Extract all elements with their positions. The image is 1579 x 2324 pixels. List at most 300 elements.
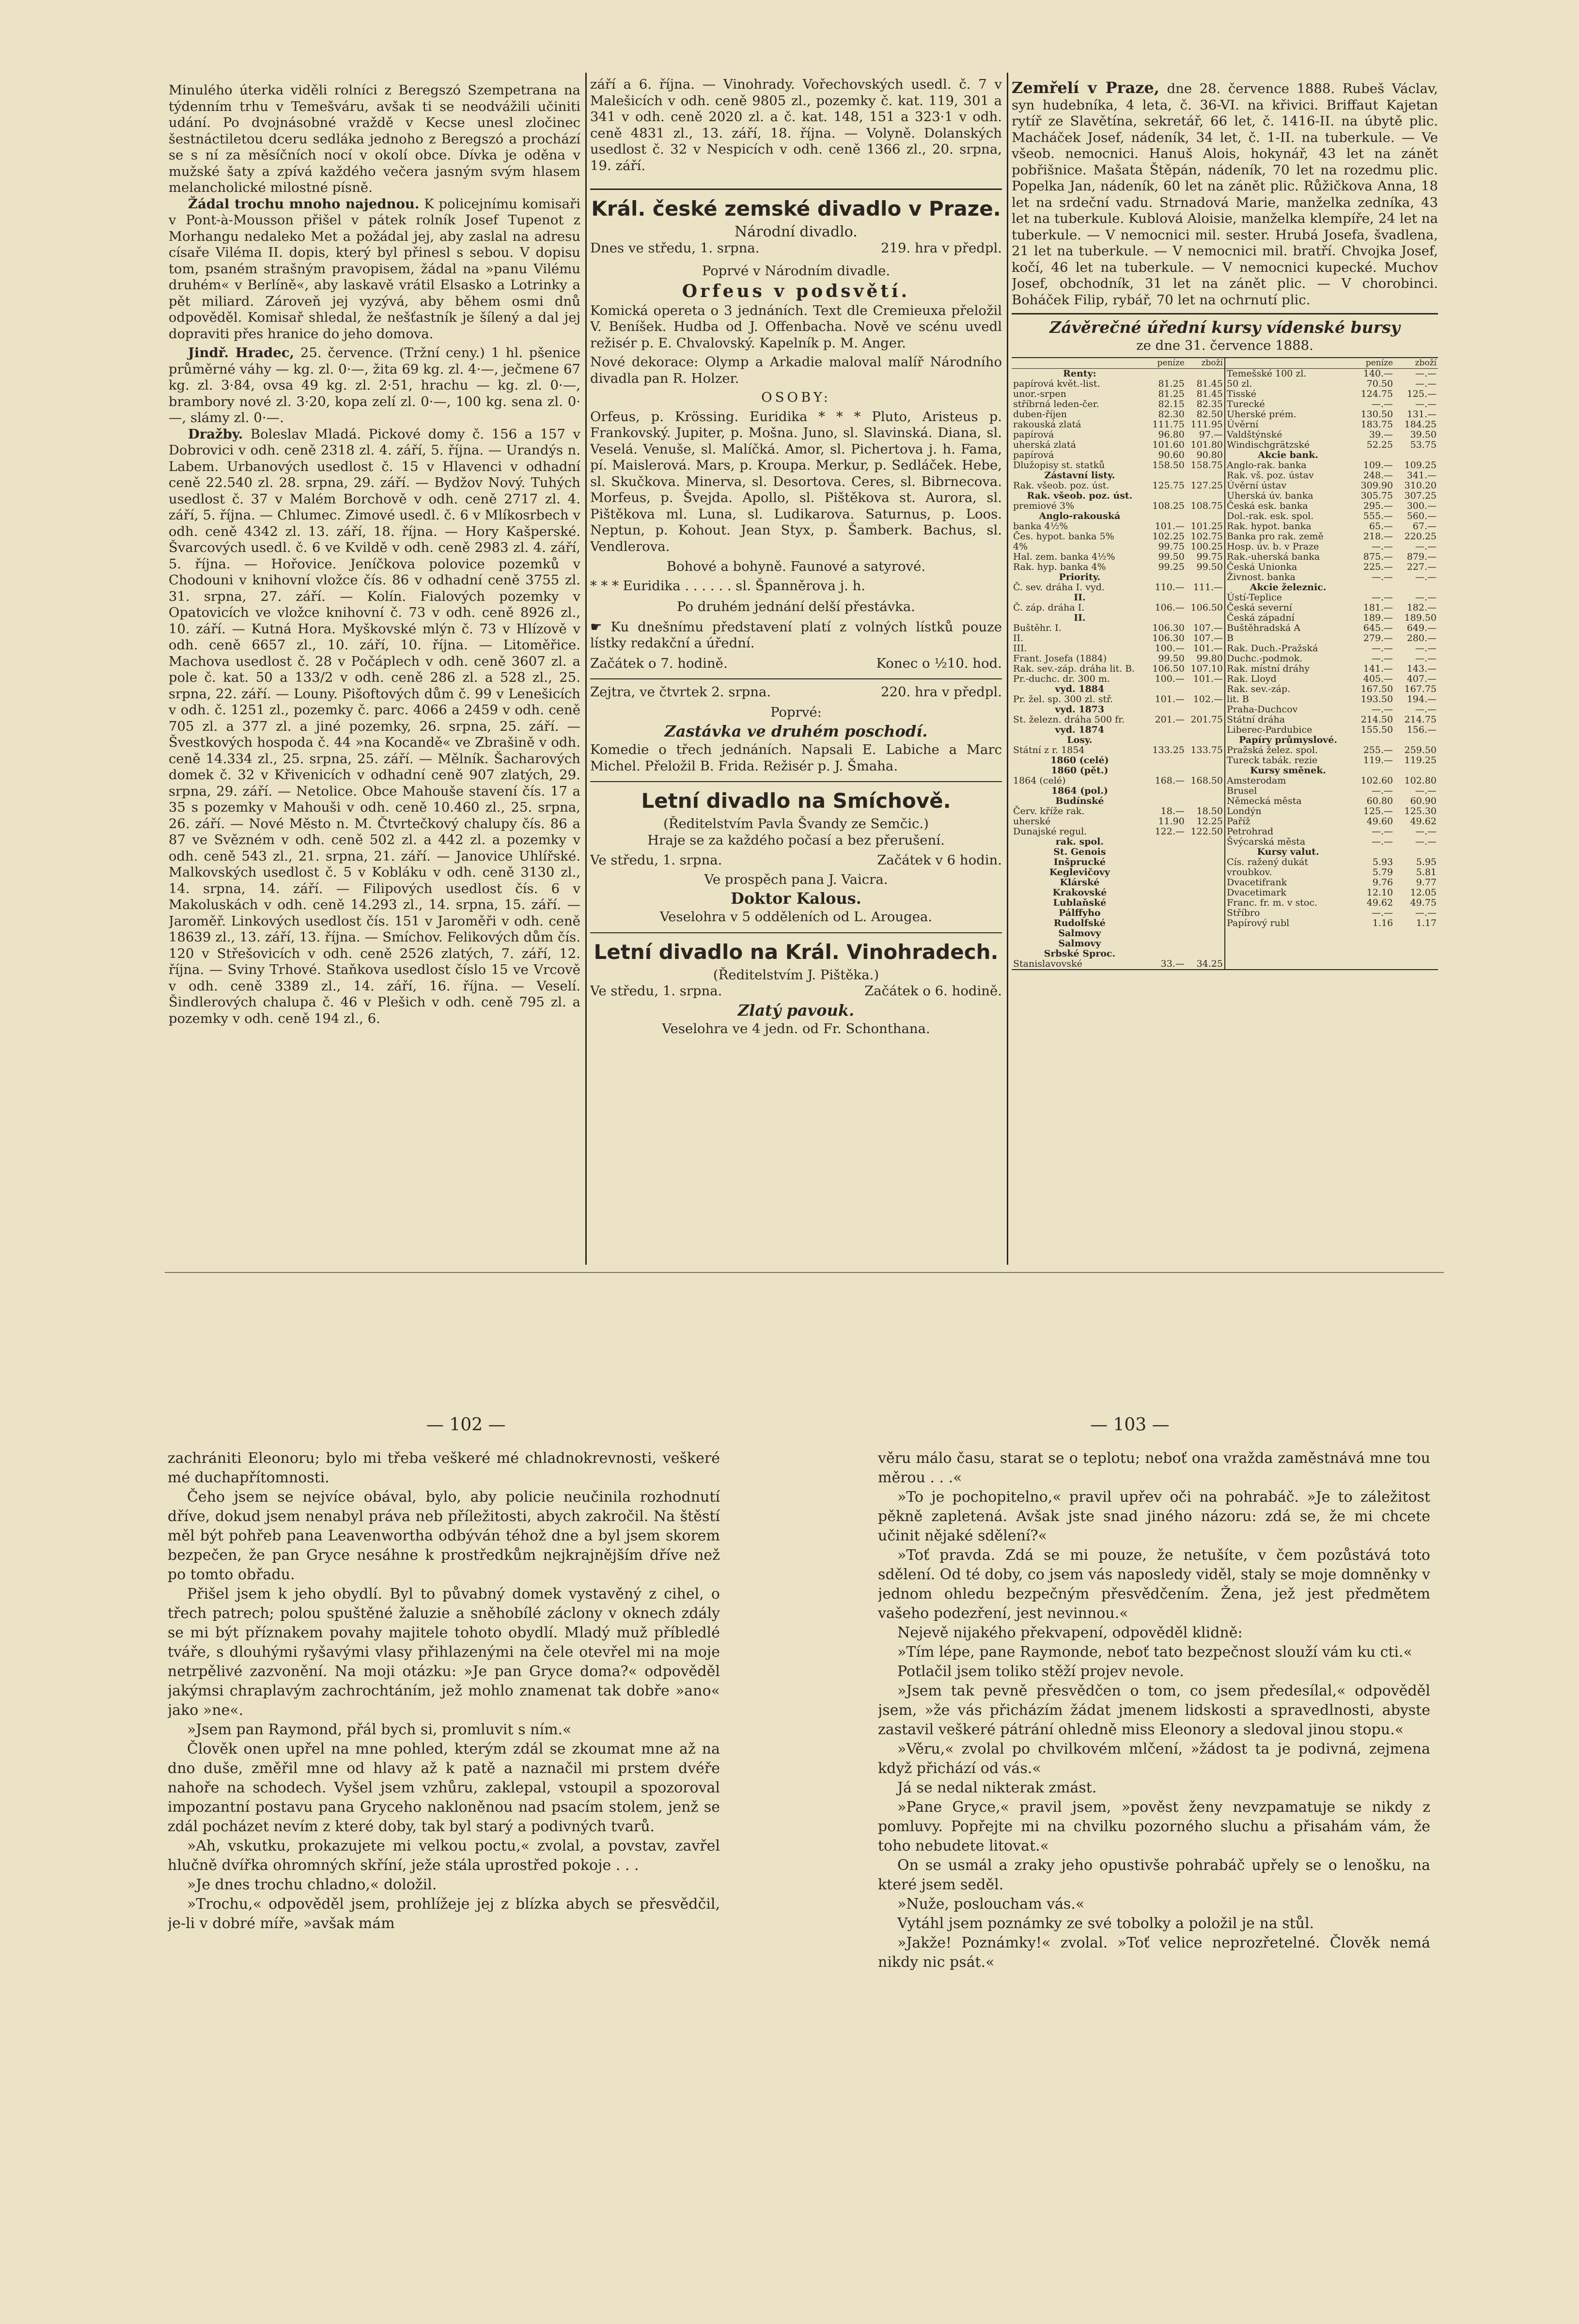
security-name: vyd. 1874 — [1055, 724, 1105, 735]
security-name: Kursy valut. — [1257, 846, 1319, 857]
exchange-row — [1225, 532, 1438, 542]
exchange-row — [1225, 460, 1438, 471]
security-name: Uherská úv. banka — [1227, 490, 1313, 501]
money-value: 110.— — [1155, 581, 1185, 593]
security-name: Paříž — [1227, 816, 1251, 827]
security-name: Hal. zem. banka 4½% — [1013, 551, 1115, 562]
money-value: 133.25 — [1152, 744, 1185, 755]
money-value: 106.— — [1155, 602, 1185, 613]
goods-value: 133.75 — [1190, 744, 1223, 755]
exchange-row — [1225, 389, 1438, 399]
money-value: —.— — [1372, 398, 1393, 409]
security-name: vroubkov. — [1227, 866, 1272, 878]
money-value: 99.25 — [1158, 561, 1185, 572]
security-name: Papírový rubl — [1227, 917, 1290, 928]
goods-value: 90.80 — [1196, 449, 1223, 460]
column-3 — [1012, 80, 1438, 970]
goods-value — [1186, 949, 1224, 959]
novel-paragraph: »Ah, vskutku, prokazujete mi velkou poctu,« zvolal, a povstav, zavřel hlučně dvířka ohromných skříní, ježe stála uprostřed pokoje . . . — [168, 1837, 720, 1874]
money-value: 201.— — [1155, 714, 1185, 725]
security-name: Stanislavovské — [1013, 958, 1082, 969]
column-header: peníze — [1148, 358, 1186, 369]
novel-paragraph: Čeho jsem se nejvíce obával, bylo, aby policie neučinila rozhodnutí dříve, dokud jsem nenabyl práva neb příležitosti, abych zakročil. Na štěstí měl být pohřeb pana Leavenwortha odbýván téhož dne a byl jsem skorem bezpečen, že pan Gryce nesáhne k prostředkům nejkrajnějším dříve než po tomto obřadu. — [168, 1489, 720, 1583]
exchange-row — [1012, 409, 1224, 420]
exchange-row — [1225, 766, 1438, 776]
exchange-row — [1012, 501, 1224, 511]
money-value: 96.80 — [1158, 429, 1185, 440]
money-value: —.— — [1372, 836, 1393, 847]
security-name: Franc. fr. m. v stoc. — [1227, 897, 1318, 908]
security-name: Rudolfské — [1053, 917, 1106, 928]
money-value: 124.75 — [1360, 388, 1393, 399]
exchange-date: ze dne 31. července 1888. — [1136, 338, 1313, 353]
money-value: —.— — [1372, 643, 1393, 654]
goods-value — [1186, 725, 1224, 735]
goods-value — [1186, 572, 1224, 582]
security-name: Londýn — [1227, 805, 1262, 817]
exchange-row — [1012, 755, 1224, 766]
money-value — [1148, 572, 1186, 582]
article-headline: Zemřelí v Praze, — [1012, 80, 1159, 97]
exchange-row — [1012, 674, 1224, 684]
exchange-row — [1012, 888, 1224, 898]
security-name: Frant. Josefa (1884) — [1013, 653, 1107, 664]
goods-value: 97.— — [1199, 429, 1223, 440]
money-value — [1148, 918, 1186, 928]
goods-value — [1394, 582, 1438, 593]
security-name: Švýcarská města — [1227, 836, 1306, 847]
security-name: uherské — [1013, 816, 1051, 827]
show-note: Poprvé: — [770, 704, 822, 720]
play-decorations: Nové dekorace: Olymp a Arkadie maloval malíř Národního divadla pan R. Holzer. — [590, 354, 1002, 386]
column-1 — [169, 82, 580, 1027]
security-name: unor.-srpen — [1013, 388, 1066, 399]
money-value: 119.— — [1363, 754, 1393, 766]
security-name: Rak. hyp. banka 4% — [1013, 561, 1106, 572]
security-name: Rak.-uherská banka — [1227, 551, 1320, 562]
exchange-table-left — [1012, 358, 1224, 969]
money-value: 405.— — [1363, 673, 1393, 684]
exchange-row — [1012, 654, 1224, 664]
exchange-row — [1225, 368, 1438, 379]
start-time: Začátek v 6 hodin. — [877, 852, 1002, 868]
goods-value — [1186, 918, 1224, 928]
exchange-row — [1225, 633, 1438, 644]
exchange-row — [1225, 745, 1438, 755]
novel-paragraph: »Trochu,« odpověděl jsem, prohlížeje jej z blízka abych se přesvědčil, je-li v dobré míře, »avšak mám — [168, 1896, 720, 1932]
security-name: Budínské — [1055, 795, 1104, 806]
exchange-row — [1012, 776, 1224, 786]
goods-value: 119.25 — [1404, 754, 1437, 766]
cast-list: Orfeus, p. Krössing. Euridika * * * Pluto, Aristeus p. Frankovský. Jupiter, p. Mošna. Juno, sl. Slavinská. Diana, sl. Veselá. Venuše, sl. Malíčká. Amor, sl. Pichertova j. h. Fama, pí. Maislerová. Mars, p. Kroupa. Merkur, p. Sedláček. Hebe, sl. Skučkova. Minerva, sl. Desortova. Ceres, sl. Bibrnecova. Morfeus, p. Švejda. Apollo, sl. Pištěkova st. Aurora, sl. Pištěkova ml. Luna, sl. Ludikarova. Saturnus, p. Loos. Neptun, p. Kohout. Jean Styx, p. Šamberk. Bachus, sl. Vendlerova. — [590, 408, 1002, 554]
goods-value: 9.77 — [1416, 877, 1437, 888]
money-value — [1148, 613, 1186, 623]
goods-value: 341.— — [1407, 470, 1437, 481]
exchange-row — [1225, 501, 1438, 511]
security-name: Rak. Duch.-Pražská — [1227, 643, 1318, 654]
security-name: Anglo-rak. banka — [1227, 459, 1307, 471]
security-name: Brusel — [1227, 785, 1257, 796]
money-value: 101.60 — [1152, 439, 1185, 450]
show-date: Ve středu, 1. srpna. — [590, 983, 722, 999]
money-value: 70.50 — [1366, 378, 1393, 389]
security-name: Amsterodam — [1227, 775, 1286, 786]
security-name: Pr. žel. sp. 300 zl. stř. — [1013, 693, 1113, 705]
money-value: 122.— — [1155, 826, 1185, 837]
exchange-row — [1225, 552, 1438, 562]
goods-value: 125.— — [1407, 388, 1437, 399]
security-name: Dvacetimark — [1227, 887, 1286, 898]
exchange-row — [1012, 613, 1224, 623]
goods-value — [1186, 928, 1224, 939]
money-value — [1351, 450, 1394, 460]
novel-paragraph: »Jsem pan Raymond, přál bych si, promluvit s ním.« — [187, 1721, 572, 1738]
money-value: 39.— — [1369, 429, 1393, 440]
security-name: Dlužopisy st. statků — [1013, 459, 1105, 471]
goods-value: —.— — [1415, 368, 1437, 379]
goods-value: —.— — [1415, 398, 1437, 409]
cast-guest: * * * Euridika . . . . . . sl. Španněrova j. h. — [590, 578, 866, 594]
goods-value: —.— — [1415, 541, 1437, 552]
start-time: Začátek o 7. hodině. — [590, 655, 728, 671]
intermission-note: Po druhém jednání delší přestávka. — [677, 599, 915, 614]
exchange-row — [1012, 959, 1224, 969]
exchange-row — [1225, 399, 1438, 409]
exchange-row — [1012, 450, 1224, 460]
exchange-row — [1012, 715, 1224, 725]
money-value: 81.25 — [1158, 378, 1185, 389]
goods-value: 307.25 — [1404, 490, 1437, 501]
exchange-row — [1225, 481, 1438, 491]
exchange-row — [1225, 796, 1438, 806]
money-value: 90.60 — [1158, 449, 1185, 460]
security-name: Rak. vš. poz. ústav — [1227, 470, 1314, 481]
security-name: Pálffyho — [1059, 907, 1101, 918]
goods-value: 167.75 — [1404, 683, 1437, 694]
exchange-row — [1012, 481, 1224, 491]
goods-value — [1186, 786, 1224, 796]
exchange-title: Závěrečné úřední kursy vídenské bursy — [1049, 318, 1400, 337]
exchange-row — [1225, 664, 1438, 674]
goods-value — [1186, 613, 1224, 623]
security-name: St. Genois — [1053, 846, 1106, 857]
money-value — [1148, 857, 1186, 867]
money-value: 305.75 — [1360, 490, 1393, 501]
show-number: 220. hra v předpl. — [880, 684, 1002, 700]
goods-value — [1394, 766, 1438, 776]
security-name: Státní dráha — [1227, 714, 1285, 725]
column-2 — [590, 77, 1002, 1037]
money-value — [1148, 847, 1186, 857]
novel-paragraph: On se usmál a zraky jeho opustivše pohrabáč upřely se o lenošku, na které jsem seděl. — [878, 1857, 1430, 1893]
goods-value — [1186, 908, 1224, 918]
security-name: Buštěhradská A — [1227, 622, 1300, 633]
goods-value — [1186, 593, 1224, 603]
exchange-row — [1012, 379, 1224, 389]
security-name: Dvacetifrank — [1227, 877, 1287, 888]
novel-paragraph: »To je pochopitelno,« pravil upřev oči na pohrabáč. »Je to záležitost pěkně zapletená. Avšak jste snad jiného názoru: zdá se, že mi chcete učinit nějaké sdělení?« — [878, 1489, 1430, 1544]
novel-paragraph: zachrániti Eleonoru; bylo mi třeba veškeré mé chladnokrevnosti, veškeré mé duchapřítomnosti. — [168, 1450, 720, 1486]
goods-value: 39.50 — [1410, 429, 1437, 440]
goods-value: 107.10 — [1190, 663, 1223, 674]
money-value: —.— — [1372, 704, 1393, 715]
money-value: 82.15 — [1158, 398, 1185, 409]
novel-right-column — [878, 1449, 1430, 1972]
goods-value — [1186, 878, 1224, 888]
goods-value: 168.50 — [1190, 775, 1223, 786]
security-name: vyd. 1873 — [1055, 704, 1105, 715]
theatre-subtitle: Národní divadlo. — [735, 223, 858, 240]
money-value: 125.75 — [1152, 480, 1185, 491]
exchange-row — [1225, 867, 1438, 878]
money-value — [1148, 471, 1186, 481]
security-name: Ústí-Teplice — [1227, 592, 1282, 603]
exchange-row — [1225, 491, 1438, 501]
security-name: papírová — [1013, 429, 1054, 440]
exchange-row — [1225, 837, 1438, 847]
goods-value: 101.80 — [1190, 439, 1223, 450]
money-value — [1148, 939, 1186, 949]
goods-value — [1186, 471, 1224, 481]
goods-value: 879.— — [1407, 551, 1437, 562]
security-name: B — [1227, 632, 1234, 644]
money-value — [1148, 755, 1186, 766]
security-name: 1864 (pol.) — [1051, 785, 1109, 796]
money-value — [1148, 684, 1186, 694]
goods-value: 82.35 — [1196, 398, 1223, 409]
benefit-note: Ve prospěch pana J. Vaicra. — [704, 871, 888, 887]
exchange-table-right — [1225, 358, 1438, 928]
exchange-row — [1012, 705, 1224, 715]
show-note: Hraje se za každého počasí a bez přerušení. — [647, 832, 945, 848]
goods-value: 1.17 — [1416, 917, 1437, 928]
goods-value: 60.90 — [1410, 795, 1437, 806]
money-value: 1.16 — [1372, 917, 1393, 928]
novel-paragraph: »Je dnes trochu chladno,« doložil. — [187, 1876, 437, 1893]
security-name: Česká západní — [1227, 612, 1295, 623]
money-value: 11.90 — [1158, 816, 1185, 827]
play-title: Zastávka ve druhém poschodí. — [664, 722, 928, 740]
exchange-row — [1012, 582, 1224, 593]
exchange-row — [1225, 542, 1438, 552]
exchange-row — [1012, 623, 1224, 633]
exchange-row — [1012, 430, 1224, 440]
exchange-row — [1225, 776, 1438, 786]
exchange-row — [1012, 593, 1224, 603]
goods-value: 81.45 — [1196, 388, 1223, 399]
goods-value — [1394, 450, 1438, 460]
security-name: Rak. sev.-záp. — [1227, 683, 1291, 694]
novel-paragraph: Potlačil jsem toliko stěží projev nevole. — [897, 1663, 1184, 1680]
exchange-row — [1225, 918, 1438, 928]
goods-value — [1186, 898, 1224, 908]
security-name: Živnost. banka — [1227, 571, 1296, 582]
money-value — [1148, 511, 1186, 521]
goods-value — [1394, 847, 1438, 857]
security-name: lit. B — [1227, 693, 1249, 705]
money-value: 645.— — [1363, 622, 1393, 633]
security-name: Salmovy — [1058, 927, 1101, 939]
security-name: Petrohrad — [1227, 826, 1274, 837]
money-value — [1148, 593, 1186, 603]
security-name: Dunajské regul. — [1013, 826, 1087, 837]
exchange-row — [1225, 623, 1438, 633]
money-value — [1148, 928, 1186, 939]
security-name: II. — [1013, 632, 1024, 644]
security-name: Renty: — [1063, 368, 1096, 379]
exchange-row — [1012, 908, 1224, 918]
exchange-row — [1012, 664, 1224, 674]
money-value — [1148, 725, 1186, 735]
goods-value — [1186, 684, 1224, 694]
article-headline: Dražby. — [188, 426, 243, 442]
money-value: 100.— — [1155, 673, 1185, 684]
goods-value: 49.62 — [1410, 816, 1437, 827]
novel-paragraph: Já se nedal nikterak zmást. — [897, 1779, 1097, 1796]
security-name: papírová — [1013, 449, 1054, 460]
money-value: 5.93 — [1372, 856, 1393, 867]
goods-value: —.— — [1415, 826, 1437, 837]
security-name: Německá města — [1227, 795, 1302, 806]
show-date: Dnes ve středu, 1. srpna. — [590, 240, 760, 256]
goods-value: 82.50 — [1196, 408, 1223, 420]
goods-value — [1186, 888, 1224, 898]
security-name: Temešské 100 zl. — [1227, 368, 1307, 379]
exchange-row — [1225, 806, 1438, 817]
goods-value: 131.— — [1407, 408, 1437, 420]
security-name: Losy. — [1067, 734, 1093, 745]
exchange-row — [1012, 552, 1224, 562]
money-value — [1148, 786, 1186, 796]
goods-value: 18.50 — [1196, 805, 1223, 817]
exchange-row — [1225, 471, 1438, 481]
exchange-row — [1012, 440, 1224, 450]
security-name: Kursy směnek. — [1250, 765, 1326, 776]
exchange-row — [1012, 898, 1224, 908]
exchange-row — [1225, 888, 1438, 898]
exchange-row — [1225, 755, 1438, 766]
security-name: Akcie bank. — [1258, 449, 1318, 460]
novel-left-column — [168, 1449, 720, 1933]
goods-value: 310.20 — [1404, 480, 1437, 491]
security-name: 1864 (celé) — [1013, 775, 1066, 786]
security-name: Čes. hypot. banka 5% — [1013, 531, 1114, 542]
novel-paragraph: Přišel jsem k jeho obydlí. Byl to půvabný domek vystavěný z cihel, o třech patrech; polou spuštěné žaluzie a sněhobílé záclony v oknech zdály se mi být příznakem povahy majitele tohoto obydlí. Mladý muž příbledlé tváře, s dlouhými ryšavými vlasy přihlazenými na čele otevřel mi na moje netrpělivé zazvonění. Na moji otázku: »Je pan Gryce doma?« odpověděl jakýmsi chraplavým zachrochtáním, jež mohlo znamenat tak dobře »ano« jako »ne«. — [168, 1586, 720, 1719]
security-name: rak. spol. — [1055, 836, 1104, 847]
cast-heading: OSOBY: — [761, 390, 831, 405]
column-rule — [585, 73, 587, 1265]
money-value: 555.— — [1363, 510, 1393, 521]
goods-value — [1186, 837, 1224, 847]
money-value: 99.75 — [1158, 541, 1185, 552]
security-name: banka 4½% — [1013, 520, 1068, 532]
security-name: Banka pro rak. země — [1227, 531, 1324, 542]
security-name: Stříbro — [1227, 907, 1260, 918]
money-value — [1351, 735, 1394, 745]
exchange-row — [1012, 511, 1224, 521]
show-number: 219. hra v předpl. — [880, 240, 1002, 256]
article-text: 25. července. (Tržní ceny.) 1 hl. pšenice průměrné váhy — kg. zl. 0·—, žita 69 kg. zl. 4·—, ječmene 67 kg. zl. 3·84, ovsa 49 kg. zl. 2·51, hrachu — kg. zl. 0·—, brambory nové zl. 3·20, kopa zelí zl. 0·—, 100 kg. sena zl. 0·—, slámy zl. 0·—. — [169, 345, 580, 425]
security-name: Klárské — [1060, 877, 1100, 888]
goods-value: —.— — [1415, 571, 1437, 582]
security-name: Turecké — [1227, 398, 1265, 409]
exchange-row — [1225, 878, 1438, 888]
goods-value: 5.95 — [1416, 856, 1437, 867]
page-number: — 102 — — [426, 1415, 506, 1435]
security-name: Dol.-rak. esk. spol. — [1227, 510, 1314, 521]
novel-paragraph: »Pane Gryce,« pravil jsem, »pověst ženy nevzpamatuje se nikdy z pomluvy. Popřejte mi na chvilku pozorného sluchu a přisahám vám, že toho nebudete litovat.« — [878, 1799, 1430, 1854]
exchange-row — [1012, 491, 1224, 501]
exchange-row — [1012, 399, 1224, 409]
novel-paragraph: »Jsem tak pevně přesvědčen o tom, co jsem předesílal,« odpověděl jsem, »že vás přicházím žádat jmenem lidskosti a spravedlnosti, abyste zastavil veškeré pátrání ohledně miss Eleonory a sledoval jinou stopu.« — [878, 1682, 1430, 1738]
exchange-row — [1225, 511, 1438, 521]
security-name: Rak. všeob. poz. úst. — [1027, 490, 1133, 501]
security-name: Tureck tabák. rezie — [1227, 754, 1318, 766]
money-value: 18.— — [1160, 805, 1185, 817]
novel-paragraph: Nejevě nijakého překvapení, odpověděl klidně: — [897, 1624, 1243, 1641]
security-name: Tisské — [1227, 388, 1257, 399]
money-value: 101.— — [1155, 520, 1185, 532]
money-value: 189.— — [1363, 612, 1393, 623]
goods-value — [1186, 857, 1224, 867]
exchange-row — [1012, 857, 1224, 867]
money-value: 49.62 — [1366, 897, 1393, 908]
security-name: Anglo-rakouská — [1039, 510, 1121, 521]
goods-value: 156.— — [1407, 724, 1437, 735]
money-value — [1148, 837, 1186, 847]
money-value — [1148, 898, 1186, 908]
goods-value: 106.50 — [1190, 602, 1223, 613]
security-name: Akcie železnic. — [1250, 581, 1327, 593]
goods-value: 280.— — [1407, 632, 1437, 644]
security-name: uherská zlatá — [1013, 439, 1076, 450]
exchange-row — [1225, 908, 1438, 918]
page-number: — 103 — — [1090, 1415, 1170, 1435]
money-value: 875.— — [1363, 551, 1393, 562]
money-value: 49.60 — [1366, 816, 1393, 827]
exchange-row — [1012, 633, 1224, 644]
money-value: 52.25 — [1366, 439, 1393, 450]
security-name: Rak. místní dráhy — [1227, 663, 1310, 674]
money-value — [1148, 908, 1186, 918]
novel-paragraph: »Jakže! Poznámky!« zvolal. »Toť velice neprozřetelné. Člověk nemá nikdy nic psát.« — [878, 1934, 1430, 1971]
goods-value — [1186, 705, 1224, 715]
security-name: Červ. kříže rak. — [1013, 805, 1085, 817]
money-value: —.— — [1372, 592, 1393, 603]
start-time: Začátek o 6. hodině. — [864, 983, 1002, 999]
exchange-row — [1225, 857, 1438, 867]
money-value: 279.— — [1363, 632, 1393, 644]
security-name: 1860 (pět.) — [1051, 765, 1109, 776]
goods-value: 649.— — [1407, 622, 1437, 633]
novel-paragraph: »Tím lépe, pane Raymonde, neboť tato bezpečnost slouží vám ku cti.« — [897, 1644, 1412, 1661]
novel-paragraph: »Nuže, posloucham vás.« — [897, 1896, 1085, 1913]
exchange-row — [1225, 847, 1438, 857]
column-header: zboží — [1394, 358, 1438, 369]
goods-value: 107.— — [1193, 622, 1223, 633]
exchange-row — [1012, 572, 1224, 582]
money-value — [1148, 796, 1186, 806]
exchange-row — [1225, 674, 1438, 684]
goods-value: 560.— — [1407, 510, 1437, 521]
money-value: 81.25 — [1158, 388, 1185, 399]
exchange-row — [1012, 735, 1224, 745]
exchange-row — [1012, 918, 1224, 928]
exchange-row — [1225, 409, 1438, 420]
money-value: 295.— — [1363, 500, 1393, 511]
exchange-row — [1225, 420, 1438, 430]
goods-value: 107.— — [1193, 632, 1223, 644]
